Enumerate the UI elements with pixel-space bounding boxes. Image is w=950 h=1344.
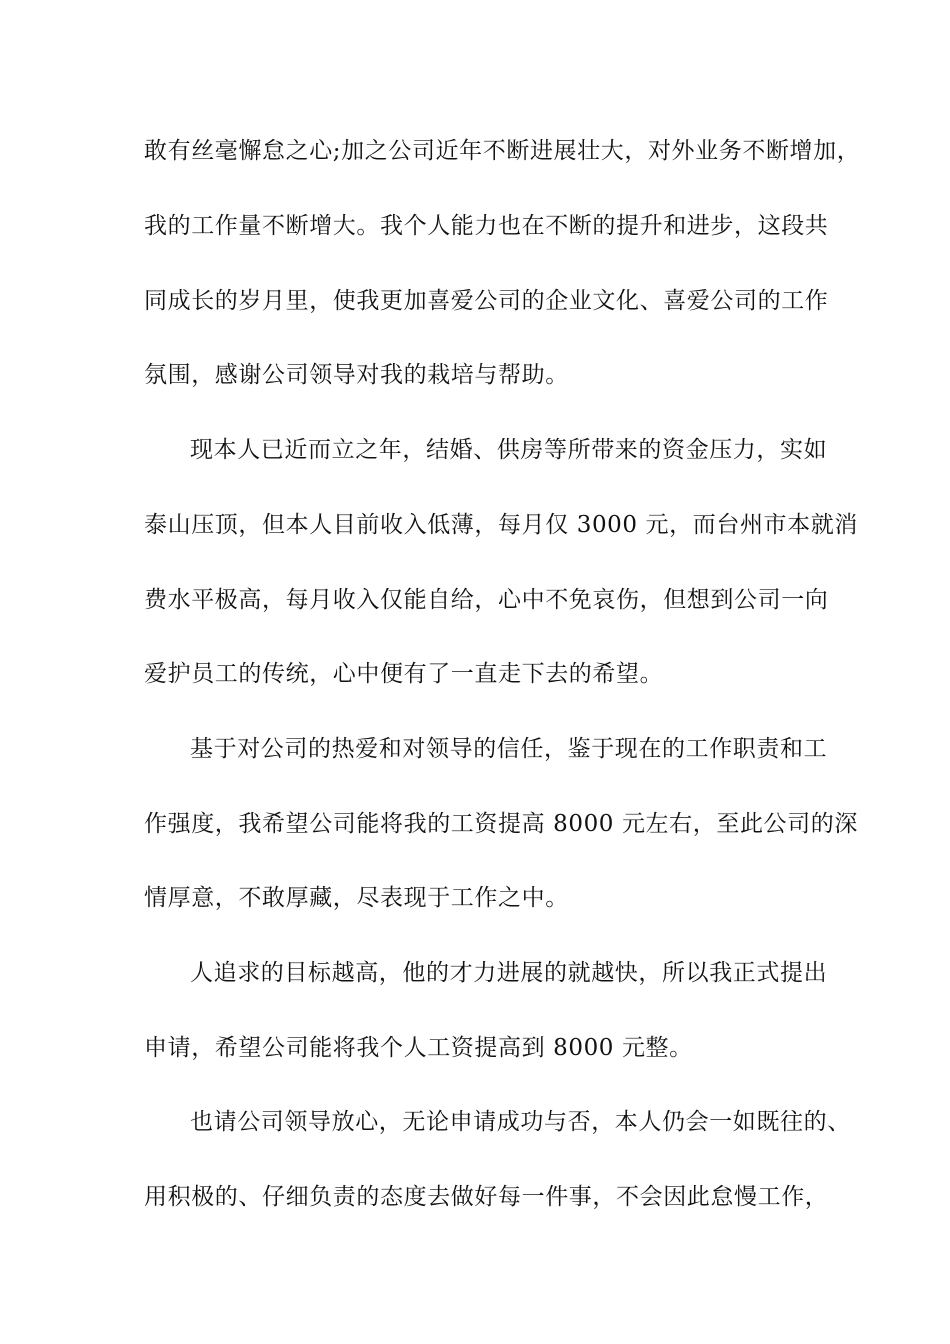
- paragraph-first-line: 人追求的目标越高，他的才力进展的就越快，所以我正式提出: [190, 960, 828, 986]
- text-line: 用积极的、仔细负责的态度去做好每一件事，不会因此怠慢工作，: [144, 1184, 829, 1210]
- text-line: 我的工作量不断增大。我个人能力也在不断的提升和进步，这段共: [144, 213, 829, 239]
- text-line: 申请，希望公司能将我个人工资提高到 8000 元整。: [144, 1035, 693, 1061]
- text-line: 敢有丝毫懈怠之心;加之公司近年不断进展壮大，对外业务不断增加，: [144, 138, 861, 164]
- text-line: 泰山压顶，但本人目前收入低薄，每月仅 3000 元，而台州市本就消: [144, 512, 858, 538]
- paragraph-first-line: 基于对公司的热爱和对领导的信任，鉴于现在的工作职责和工: [190, 736, 828, 762]
- text-line: 情厚意，不敢厚藏，尽表现于工作之中。: [144, 885, 569, 911]
- text-line: 同成长的岁月里，使我更加喜爱公司的企业文化、喜爱公司的工作: [144, 288, 829, 314]
- paragraph-first-line: 现本人已近而立之年，结婚、供房等所带来的资金压力，实如: [190, 437, 828, 463]
- text-line: 费水平极高，每月收入仅能自给，心中不免哀伤，但想到公司一向: [144, 587, 829, 613]
- text-line: 爱护员工的传统，心中便有了一直走下去的希望。: [144, 661, 664, 687]
- paragraph-first-line: 也请公司领导放心，无论申请成功与否，本人仍会一如既往的、: [190, 1109, 851, 1135]
- text-line: 作强度，我希望公司能将我的工资提高 8000 元左右，至此公司的深: [144, 811, 858, 837]
- text-line: 氛围，感谢公司领导对我的栽培与帮助。: [144, 362, 569, 388]
